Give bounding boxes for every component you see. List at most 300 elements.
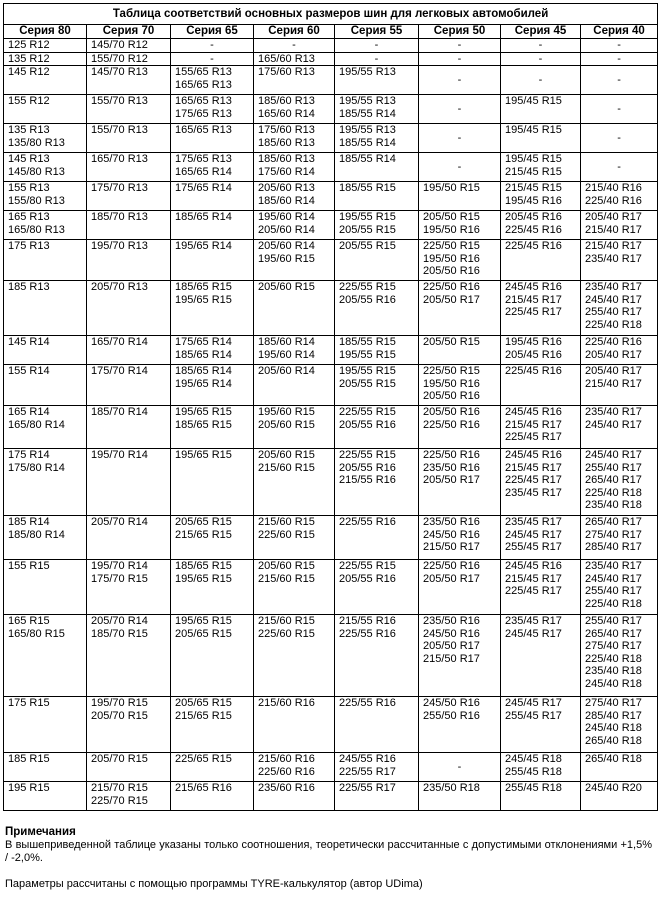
cell-line: 205/55 R16 (339, 418, 396, 431)
table-cell (4, 211, 87, 240)
cell-line: 235/60 R16 (258, 782, 315, 794)
cell-line: - (538, 39, 543, 51)
cell-line: 195/50 R16 (423, 377, 480, 390)
table-cell (419, 516, 501, 560)
table-cell (501, 697, 581, 753)
cell-line: 195/45 R15 (505, 95, 562, 107)
table-cell (501, 406, 581, 449)
cell-line: 195/45 R16 (505, 336, 562, 348)
cell-line: 195/70 R14 (91, 449, 148, 461)
table-cell (87, 153, 171, 182)
cell-line: 245/40 R20 (585, 782, 642, 794)
cell-line: 205/55 R15 (339, 223, 396, 236)
table-cell (171, 124, 254, 153)
cell-line: - (374, 52, 379, 65)
table-cell (581, 615, 658, 697)
table-cell (254, 782, 335, 811)
cell-line: 245/40 R17 (585, 449, 642, 461)
cell-line: 205/60 R13 (258, 182, 315, 194)
column-header-series-40: Серия 40 (581, 25, 658, 39)
cell-line: 195/55 R15 (339, 348, 396, 361)
table-cell (171, 182, 254, 211)
cell-line: 205/40 R17 (585, 348, 642, 361)
table-cell (335, 336, 419, 365)
cell-line: 195/65 R14 (175, 240, 232, 252)
cell-line: 225/50 R16 (423, 418, 480, 431)
cell-line: 275/40 R17 (585, 528, 642, 541)
cell-line: 195/55 R13 (339, 124, 396, 136)
table-cell (4, 240, 87, 281)
cell-line: 195/50 R16 (423, 252, 480, 265)
table-cell (335, 153, 419, 182)
table-cell (4, 336, 87, 365)
table-cell (4, 153, 87, 182)
cell-line: 265/40 R18 (585, 734, 642, 747)
cell-line: 185/60 R14 (258, 336, 315, 348)
table-cell (171, 153, 254, 182)
table-cell (4, 365, 87, 406)
table-cell (171, 406, 254, 449)
cell-line: 225/55 R15 (339, 560, 396, 572)
table-cell (335, 406, 419, 449)
table-cell (4, 753, 87, 782)
cell-line: 145 R14 (8, 336, 50, 348)
cell-line: 225/45 R17 (505, 474, 562, 486)
cell-line: 215/60 R16 (258, 753, 315, 765)
table-cell (581, 516, 658, 560)
cell-line: - (210, 39, 214, 51)
cell-line: 175/65 R13 (175, 107, 232, 120)
cell-line: 205/55 R16 (339, 572, 396, 585)
table-cell (581, 52, 658, 66)
table-cell (171, 336, 254, 365)
table-cell (581, 182, 658, 211)
cell-line: 175/70 R14 (91, 365, 148, 377)
cell-line: 165/80 R15 (8, 627, 65, 640)
table-cell (171, 95, 254, 124)
table-cell (4, 782, 87, 811)
table-row (4, 182, 658, 211)
table-cell (254, 516, 335, 560)
cell-line: 255/45 R17 (505, 541, 562, 553)
cell-line: 205/70 R15 (91, 753, 148, 765)
cell-line: 165 R14 (8, 406, 50, 418)
table-cell (171, 240, 254, 281)
table-cell (501, 52, 581, 66)
table-cell (171, 697, 254, 753)
cell-line: 155/80 R13 (8, 194, 65, 207)
cell-line: - (617, 160, 621, 173)
table-cell (419, 39, 501, 53)
cell-line: 265/40 R18 (585, 753, 642, 765)
table-cell (581, 782, 658, 811)
table-row (4, 124, 658, 153)
cell-line: 195/60 R14 (258, 211, 315, 223)
table-cell (419, 52, 501, 66)
table-cell (4, 39, 87, 53)
table-cell (87, 365, 171, 406)
cell-line: 205/70 R13 (91, 281, 148, 293)
column-header-series-45: Серия 45 (501, 25, 581, 39)
cell-line: 175/80 R14 (8, 461, 65, 474)
cell-line: 235/45 R17 (505, 486, 562, 499)
table-cell (254, 182, 335, 211)
cell-line: 215/70 R15 (91, 782, 148, 794)
cell-line: 225/70 R15 (91, 794, 148, 807)
table-row (4, 95, 658, 124)
cell-line: - (374, 39, 379, 51)
cell-line: 155 R14 (8, 365, 50, 377)
column-header-series-80: Серия 80 (4, 25, 87, 39)
table-cell (581, 449, 658, 516)
table-cell (501, 449, 581, 516)
table-cell (87, 66, 171, 95)
table-cell (254, 211, 335, 240)
cell-line: 285/40 R17 (585, 709, 642, 722)
table-cell (4, 52, 87, 66)
cell-line: 275/40 R17 (585, 640, 642, 652)
table-cell (581, 39, 658, 53)
cell-line: 165 R15 (8, 615, 50, 627)
cell-line: 215/45 R17 (505, 418, 562, 431)
table-cell (4, 560, 87, 615)
table-cell (501, 560, 581, 615)
table-row (4, 211, 658, 240)
table-cell (581, 153, 658, 182)
table-cell (419, 449, 501, 516)
cell-line: 225/45 R17 (505, 585, 562, 597)
cell-line: 205/55 R16 (339, 293, 396, 306)
cell-line: 245/50 R16 (423, 627, 480, 640)
cell-line: - (457, 131, 462, 144)
cell-line: 205/60 R14 (258, 240, 315, 252)
column-header-series-65: Серия 65 (171, 25, 254, 39)
cell-line: 245/55 R16 (339, 753, 396, 765)
cell-line: 185/65 R15 (175, 281, 232, 293)
table-cell (419, 336, 501, 365)
table-cell (4, 697, 87, 753)
table-cell (254, 406, 335, 449)
table-cell (335, 281, 419, 336)
table-cell (335, 211, 419, 240)
table-cell (581, 95, 658, 124)
cell-line: 215/45 R17 (505, 572, 562, 585)
cell-line: 215/55 R16 (339, 474, 396, 486)
table-cell (4, 182, 87, 211)
table-cell (501, 124, 581, 153)
cell-line: 195/55 R15 (339, 211, 396, 223)
table-cell (171, 52, 254, 66)
table-cell (335, 697, 419, 753)
table-cell (501, 39, 581, 53)
cell-line: 255/45 R18 (505, 765, 562, 778)
table-cell (501, 95, 581, 124)
cell-line: 205/45 R16 (505, 211, 562, 223)
table-cell (4, 66, 87, 95)
cell-line: 175/65 R13 (175, 153, 232, 165)
table-cell (335, 782, 419, 811)
column-header-series-50: Серия 50 (419, 25, 501, 39)
table-cell (87, 560, 171, 615)
table-row (4, 449, 658, 516)
table-cell (254, 66, 335, 95)
cell-line: 245/40 R18 (585, 722, 642, 734)
cell-line: 185/55 R14 (339, 153, 396, 165)
cell-line: 155 R12 (8, 95, 50, 107)
cell-line: 195/70 R14 (91, 560, 148, 572)
cell-line: 165/65 R14 (175, 165, 232, 178)
cell-line: 145/80 R13 (8, 165, 65, 178)
table-cell (419, 753, 501, 782)
cell-line: 175/60 R13 (258, 124, 315, 136)
cell-line: 205/65 R15 (175, 516, 232, 528)
table-row (4, 560, 658, 615)
cell-line: 185/70 R15 (91, 627, 148, 640)
table-cell (254, 95, 335, 124)
cell-line: 195/50 R15 (423, 182, 480, 194)
cell-line: 215/65 R16 (175, 782, 232, 794)
cell-line: 245/40 R17 (585, 293, 642, 306)
cell-line: 145/70 R13 (91, 66, 148, 78)
table-cell (501, 516, 581, 560)
cell-line: - (457, 160, 462, 173)
notes-credit: Параметры рассчитаны с помощью программы TYRE-калькулятор (автор UDima) (5, 878, 423, 890)
cell-line: 185/60 R13 (258, 153, 315, 165)
cell-line: 185/65 R15 (175, 418, 232, 431)
table-cell (335, 95, 419, 124)
table-body (4, 39, 658, 811)
table-cell (335, 615, 419, 697)
cell-line: 235/50 R16 (423, 461, 480, 474)
table-cell (171, 449, 254, 516)
table-cell (254, 153, 335, 182)
table-cell (419, 211, 501, 240)
table-cell (501, 365, 581, 406)
cell-line: 205/65 R15 (175, 697, 232, 709)
cell-line: 185/65 R14 (175, 211, 232, 223)
cell-line: 225/45 R16 (505, 223, 562, 236)
cell-line: 225/45 R16 (505, 240, 562, 252)
table-cell (419, 182, 501, 211)
cell-line: 215/55 R16 (339, 615, 396, 627)
cell-line: 135 R12 (8, 52, 50, 65)
table-cell (501, 753, 581, 782)
cell-line: 225/55 R17 (339, 765, 396, 778)
cell-line: 165/60 R13 (258, 52, 315, 65)
cell-line: 235/40 R18 (585, 499, 642, 511)
cell-line: 225/50 R15 (423, 240, 480, 252)
cell-line: 165/80 R13 (8, 223, 65, 236)
cell-line: 225/45 R16 (505, 365, 562, 377)
cell-line: 205/55 R16 (339, 461, 396, 474)
cell-line: 245/45 R18 (505, 753, 562, 765)
cell-line: 285/40 R17 (585, 541, 642, 553)
cell-line: 175/70 R13 (91, 182, 148, 194)
cell-line: 145 R13 (8, 153, 50, 165)
cell-line: 185/60 R14 (258, 194, 315, 207)
cell-line: 175/65 R14 (175, 336, 232, 348)
cell-line: 205/50 R15 (423, 211, 480, 223)
cell-line: 205/55 R15 (339, 377, 396, 390)
column-header-series-60: Серия 60 (254, 25, 335, 39)
cell-line: 245/45 R16 (505, 560, 562, 572)
cell-line: 225/40 R18 (585, 597, 642, 610)
cell-line: 235/40 R18 (585, 665, 642, 677)
cell-line: 195/60 R14 (258, 348, 315, 361)
cell-line: 195/65 R15 (175, 406, 232, 418)
table-cell (419, 95, 501, 124)
cell-line: 245/40 R17 (585, 572, 642, 585)
cell-line: 245/40 R18 (585, 677, 642, 690)
cell-line: 225/40 R18 (585, 652, 642, 665)
table-row (4, 782, 658, 811)
cell-line: 215/45 R15 (505, 182, 562, 194)
cell-line: 205/50 R16 (423, 390, 480, 402)
cell-line: 185/55 R15 (339, 336, 396, 348)
table-cell (581, 406, 658, 449)
table-row (4, 66, 658, 95)
table-cell (87, 124, 171, 153)
cell-line: 175/70 R15 (91, 572, 148, 585)
cell-line: 205/50 R17 (423, 474, 480, 486)
column-header-series-70: Серия 70 (87, 25, 171, 39)
cell-line: 225/55 R15 (339, 449, 396, 461)
table-cell (171, 516, 254, 560)
table-cell (87, 39, 171, 53)
table-cell (419, 615, 501, 697)
cell-line: - (292, 39, 296, 51)
table-title: Таблица соответствий основных размеров шин для легковых автомобилей (4, 4, 658, 25)
table-cell (419, 782, 501, 811)
cell-line: 225/50 R15 (423, 365, 480, 377)
column-header-series-55: Серия 55 (335, 25, 419, 39)
table-cell (87, 182, 171, 211)
cell-line: 255/40 R17 (585, 306, 642, 318)
cell-line: 235/50 R18 (423, 782, 480, 794)
cell-line: 165 R13 (8, 211, 50, 223)
table-cell (581, 211, 658, 240)
table-cell (501, 66, 581, 95)
table-cell (419, 406, 501, 449)
table-cell (581, 281, 658, 336)
cell-line: 245/45 R16 (505, 406, 562, 418)
cell-line: 145/70 R12 (91, 39, 148, 51)
cell-line: - (210, 52, 214, 65)
cell-line: 215/50 R17 (423, 652, 480, 665)
table-cell (254, 560, 335, 615)
cell-line: 195/45 R15 (505, 153, 562, 165)
cell-line: - (617, 102, 621, 115)
table-cell (87, 615, 171, 697)
cell-line: 225/60 R15 (258, 627, 315, 640)
cell-line: 225/45 R17 (505, 306, 562, 318)
cell-line: 225/60 R15 (258, 528, 315, 541)
cell-line: 245/45 R16 (505, 281, 562, 293)
cell-line: 215/60 R15 (258, 572, 315, 585)
table-cell (254, 240, 335, 281)
table-cell (419, 124, 501, 153)
table-cell (87, 95, 171, 124)
cell-line: 125 R12 (8, 39, 50, 51)
cell-line: 175 R13 (8, 240, 50, 252)
cell-line: - (457, 52, 462, 65)
table-cell (581, 336, 658, 365)
table-row (4, 39, 658, 53)
cell-line: 205/50 R15 (423, 336, 480, 348)
cell-line: 205/60 R15 (258, 560, 315, 572)
cell-line: 225/40 R18 (585, 486, 642, 499)
cell-line: 205/50 R17 (423, 572, 480, 585)
table-cell (419, 153, 501, 182)
cell-line: - (617, 73, 621, 86)
cell-line: 185/65 R15 (175, 560, 232, 572)
cell-line: 185 R15 (8, 753, 50, 765)
cell-line: 215/40 R17 (585, 223, 642, 236)
table-cell (4, 615, 87, 697)
cell-line: 205/40 R17 (585, 365, 642, 377)
table-cell (254, 753, 335, 782)
cell-line: 215/65 R15 (175, 709, 232, 722)
cell-line: 195/60 R15 (258, 406, 315, 418)
table-cell (419, 66, 501, 95)
table-cell (254, 615, 335, 697)
table-row (4, 240, 658, 281)
cell-line: 205/40 R17 (585, 211, 642, 223)
table-row (4, 153, 658, 182)
cell-line: 185 R13 (8, 281, 50, 293)
cell-line: 205/70 R14 (91, 615, 148, 627)
table-cell (335, 240, 419, 281)
cell-line: - (617, 39, 621, 51)
cell-line: 215/40 R17 (585, 377, 642, 390)
cell-line: 215/65 R15 (175, 528, 232, 541)
table-cell (171, 66, 254, 95)
cell-line: 185/70 R13 (91, 211, 148, 223)
cell-line: 215/60 R16 (258, 697, 315, 709)
table-row (4, 697, 658, 753)
table-row (4, 615, 658, 697)
cell-line: 195/45 R16 (505, 194, 562, 207)
table-row (4, 516, 658, 560)
table-cell (419, 365, 501, 406)
cell-line: 235/50 R16 (423, 615, 480, 627)
cell-line: 195/55 R13 (339, 66, 396, 78)
table-cell (254, 281, 335, 336)
cell-line: 205/50 R17 (423, 293, 480, 306)
cell-line: 195/65 R14 (175, 377, 232, 390)
table-cell (171, 39, 254, 53)
table-cell (87, 211, 171, 240)
table-cell (501, 240, 581, 281)
cell-line: 195/65 R15 (175, 615, 232, 627)
cell-line: 225/55 R16 (339, 627, 396, 640)
cell-line: 165/60 R14 (258, 107, 315, 120)
cell-line: 245/45 R17 (505, 697, 562, 709)
cell-line: 205/70 R14 (91, 516, 148, 528)
table-cell (254, 449, 335, 516)
table-cell (87, 336, 171, 365)
cell-line: 205/50 R16 (423, 265, 480, 277)
cell-line: - (457, 102, 462, 115)
cell-line: 185/55 R14 (339, 107, 396, 120)
cell-line: 235/45 R17 (505, 615, 562, 627)
table-cell (87, 697, 171, 753)
cell-line: 255/40 R17 (585, 585, 642, 597)
table-row (4, 52, 658, 66)
cell-line: - (538, 52, 543, 65)
cell-line: 215/40 R16 (585, 182, 642, 194)
table-cell (87, 753, 171, 782)
